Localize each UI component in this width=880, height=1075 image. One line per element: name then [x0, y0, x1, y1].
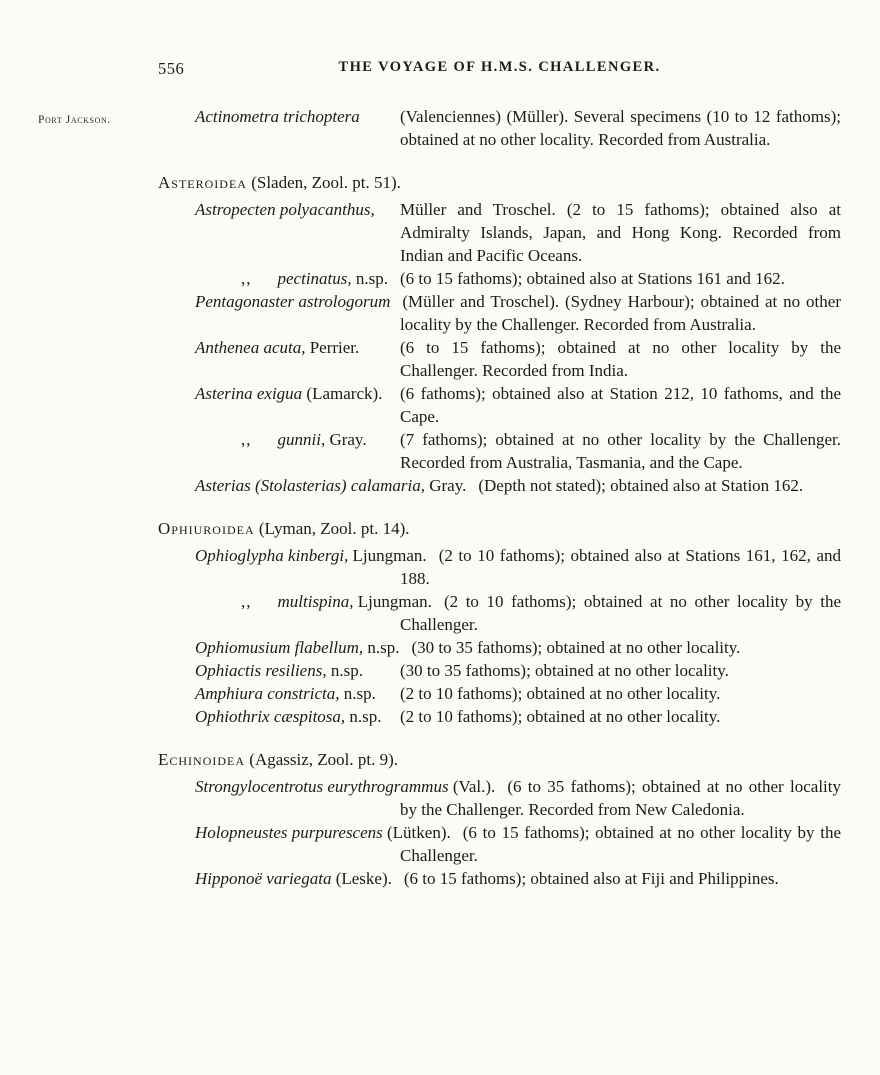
species-name	[195, 267, 400, 290]
entry-description: Müller and Troschel. (2 to 15 fathoms); obtained also at Admiralty Islands, Japan, and Hong Kong. Recorded from Indian and Pacific Oceans.	[400, 200, 841, 265]
species-entry	[195, 474, 841, 497]
species-name-italic: Holopneustes purpurescens	[195, 823, 383, 842]
species-name	[195, 382, 400, 405]
section-heading	[158, 517, 841, 540]
species-entry	[195, 198, 841, 267]
species-name	[195, 682, 400, 705]
section-taxon: Echinoidea	[158, 750, 246, 769]
species-entry	[195, 867, 841, 890]
entry-description: (30 to 35 fathoms); obtained at no other locality.	[400, 661, 729, 680]
species-name	[195, 775, 507, 798]
species-name-italic: Ophioglypha kinbergi,	[195, 546, 349, 565]
ditto-mark: ,,	[241, 269, 252, 288]
entry-description: (6 fathoms); obtained also at Station 212, 10 fathoms, and the Cape.	[400, 384, 841, 426]
species-name	[195, 336, 400, 359]
species-name-authority: n.sp.	[343, 684, 376, 703]
species-entry	[195, 428, 841, 474]
entry-description: (Depth not stated); obtained also at Station 162.	[478, 476, 804, 495]
section-taxon: Ophiuroidea	[158, 519, 255, 538]
species-name-authority: n.sp.	[367, 638, 400, 657]
species-name	[195, 705, 400, 728]
section-reference: (Agassiz, Zool. pt. 9).	[249, 750, 399, 769]
species-list	[195, 544, 841, 728]
species-name-italic: Amphiura constricta,	[195, 684, 340, 703]
species-name-authority: Gray.	[329, 430, 367, 449]
section-heading	[158, 171, 841, 194]
species-name	[195, 636, 411, 659]
species-name-italic: Astropecten polyacanthus,	[195, 200, 375, 219]
species-name-italic: Anthenea acuta,	[195, 338, 306, 357]
species-name-italic: Strongylocentrotus eurythrogrammus	[195, 777, 449, 796]
species-entry	[195, 267, 841, 290]
species-name-italic: Asterina exigua	[195, 384, 303, 403]
entry-description: (6 to 15 fathoms); obtained at no other locality by the Challenger. Recorded from India.	[400, 338, 841, 380]
species-list	[195, 775, 841, 890]
species-name	[195, 198, 400, 221]
ditto-mark: ,,	[241, 430, 252, 449]
species-name-authority: Gray.	[429, 476, 467, 495]
section-heading	[158, 748, 841, 771]
species-name-authority: n.sp.	[349, 707, 382, 726]
species-name-italic: Asterias (Stolasterias) calamaria,	[195, 476, 425, 495]
species-entry	[195, 636, 841, 659]
entry-description: (7 fathoms); obtained at no other locality by the Challenger. Recorded from Australia, Tasmania, and the Cape.	[400, 430, 841, 472]
species-list	[195, 198, 841, 497]
species-entry	[195, 775, 841, 821]
species-name-italic: gunnii,	[277, 430, 326, 449]
entry-description: (2 to 10 fathoms); obtained also at Stations 161, 162, and 188.	[400, 546, 841, 588]
species-name-italic: Ophiomusium flabellum,	[195, 638, 364, 657]
margin-note: Port Jackson.	[38, 114, 111, 126]
entry-description: (Valenciennes) (Müller). Several specimens (10 to 12 fathoms); obtained at no other locality. Recorded from Australia.	[400, 107, 841, 149]
section-taxon: Asteroidea	[158, 173, 247, 192]
entry-description: (6 to 15 fathoms); obtained also at Fiji and Philippines.	[403, 869, 779, 888]
species-name	[195, 544, 439, 567]
page-header	[158, 58, 841, 80]
section-ophiuroidea	[158, 517, 841, 728]
species-name-italic: Ophiothrix cæspitosa,	[195, 707, 346, 726]
species-name-authority: (Leske).	[335, 869, 392, 888]
running-title: THE VOYAGE OF H.M.S. CHALLENGER.	[338, 59, 661, 75]
entry-description: (2 to 10 fathoms); obtained at no other locality.	[400, 707, 721, 726]
species-name-authority: Ljungman.	[357, 592, 432, 611]
species-name-authority: (Lütken).	[387, 823, 451, 842]
species-name-authority: Ljungman.	[352, 546, 427, 565]
species-entry	[195, 705, 841, 728]
page-body	[158, 105, 841, 890]
entry-description: (2 to 10 fathoms); obtained at no other locality.	[400, 684, 721, 703]
entry-description: (Müller and Troschel). (Sydney Harbour); obtained at no other locality by the Challenger. Recorded from Australia.	[400, 292, 841, 334]
page-number: 556	[158, 59, 185, 78]
species-name-italic: Hipponoë variegata	[195, 869, 332, 888]
text-column	[158, 0, 841, 890]
species-name	[195, 590, 444, 613]
species-name-authority: n.sp.	[355, 269, 389, 288]
species-name	[195, 867, 404, 890]
section-reference: (Lyman, Zool. pt. 14).	[258, 519, 410, 538]
species-name-authority: (Val.).	[452, 777, 496, 796]
species-name-italic: Actinometra trichoptera	[195, 107, 360, 126]
species-name-italic: Ophiactis resiliens,	[195, 661, 327, 680]
species-entry	[195, 590, 841, 636]
species-name	[195, 821, 463, 844]
entry-description: (2 to 10 fathoms); obtained at no other locality by the Challenger.	[400, 592, 841, 634]
species-name-authority: Perrier.	[309, 338, 360, 357]
section-reference: (Sladen, Zool. pt. 51).	[251, 173, 401, 192]
species-entry	[195, 336, 841, 382]
species-name-italic: multispina,	[277, 592, 354, 611]
species-name	[195, 659, 400, 682]
species-entry	[195, 382, 841, 428]
section-asteroidea	[158, 171, 841, 497]
species-entry	[195, 821, 841, 867]
species-entry	[195, 105, 841, 151]
species-name	[195, 428, 400, 451]
species-name-italic: Pentagonaster astrologorum	[195, 292, 391, 311]
species-name-authority: n.sp.	[330, 661, 363, 680]
entry-description: (6 to 15 fathoms); obtained also at Stations 161 and 162.	[400, 269, 785, 288]
entry-description: (6 to 35 fathoms); obtained at no other locality by the Challenger. Recorded from New Caledonia.	[400, 777, 841, 819]
species-name	[195, 105, 400, 128]
species-entry	[195, 682, 841, 705]
entry-description: (6 to 15 fathoms); obtained at no other locality by the Challenger.	[400, 823, 841, 865]
species-entry	[195, 544, 841, 590]
species-name-authority: (Lamarck).	[306, 384, 383, 403]
species-name-italic: pectinatus,	[277, 269, 352, 288]
ditto-mark: ,,	[241, 592, 252, 611]
section-echinoidea	[158, 748, 841, 890]
species-name	[195, 290, 402, 313]
intro-entry-block	[195, 105, 841, 151]
species-entry	[195, 290, 841, 336]
entry-description: (30 to 35 fathoms); obtained at no other locality.	[411, 638, 741, 657]
species-name	[195, 474, 478, 497]
species-entry	[195, 659, 841, 682]
